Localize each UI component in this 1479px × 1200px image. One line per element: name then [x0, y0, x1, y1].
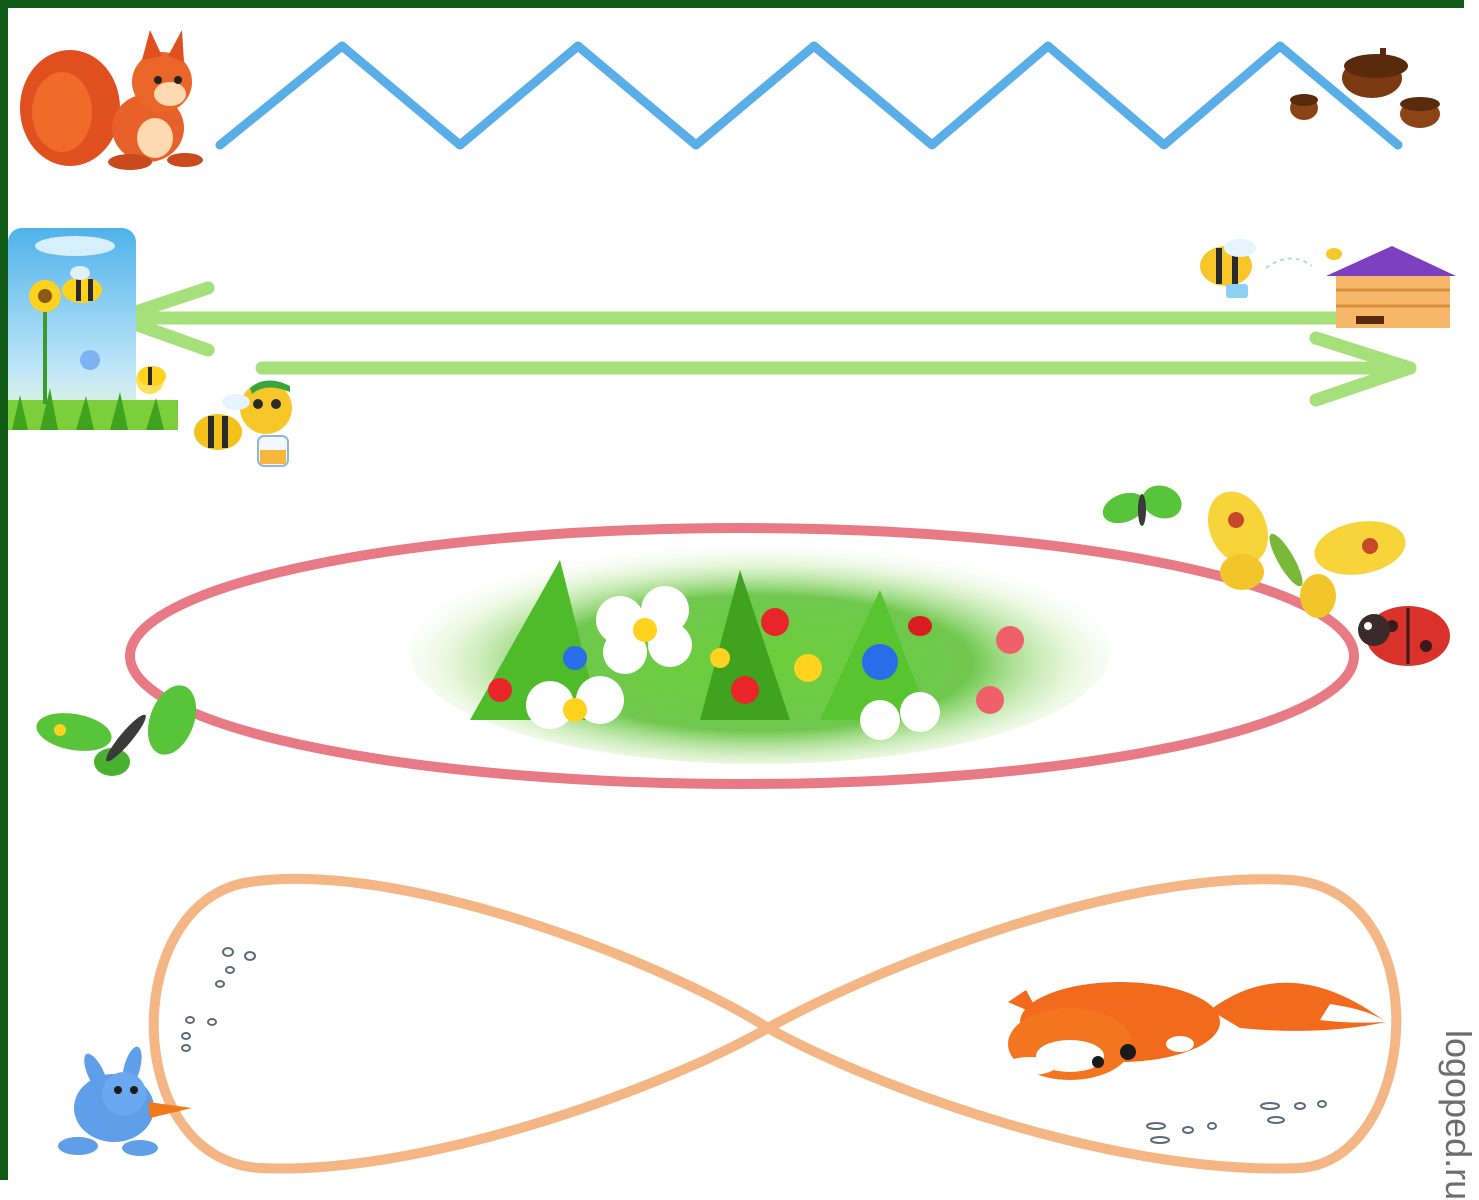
beehive-illustration — [1326, 246, 1456, 328]
flower-meadow-illustration — [410, 540, 1110, 764]
ladybug-illustration — [1358, 606, 1450, 666]
yellow-butterfly-illustration — [1197, 482, 1410, 618]
watermark-text: logoped.ru — [1438, 1030, 1479, 1200]
fox-illustration — [1004, 982, 1386, 1080]
green-butterfly-small-illustration — [1099, 480, 1187, 529]
bee-with-honey-jar-illustration — [194, 380, 292, 466]
zigzag-track[interactable] — [220, 46, 1398, 145]
double-arrow-track[interactable] — [118, 288, 1410, 400]
green-butterfly-left-illustration — [33, 679, 205, 776]
bee-flying-illustration — [1200, 239, 1342, 298]
squirrel-illustration — [20, 30, 203, 170]
